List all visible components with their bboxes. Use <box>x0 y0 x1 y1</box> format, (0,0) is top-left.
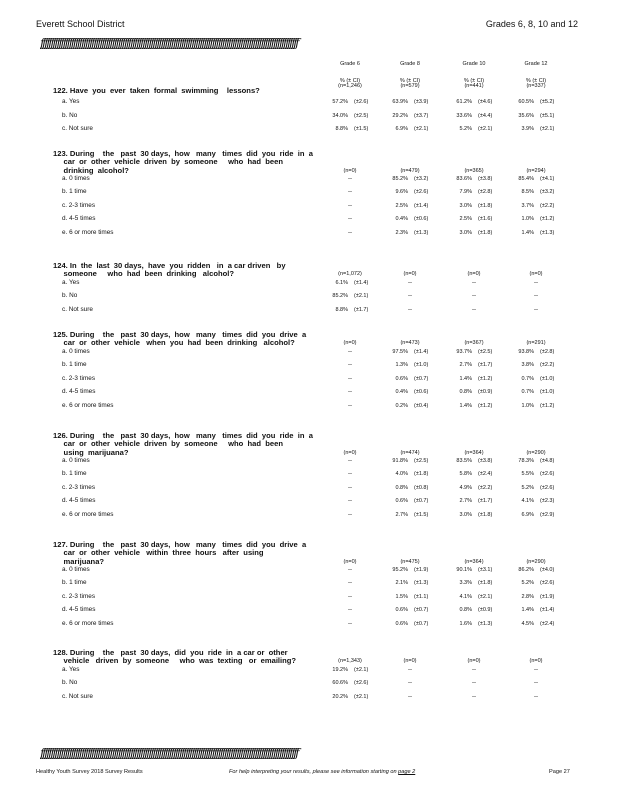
sample-size: (n=0) <box>529 271 543 278</box>
no-data-dash: -- <box>348 348 352 355</box>
column-grade-label: Grade 8 <box>400 61 420 67</box>
footer-help <box>229 769 415 775</box>
sample-size: (n=475) <box>400 558 420 565</box>
confidence-interval: (±1.1) <box>414 593 429 600</box>
footer-page-number: Page 27 <box>549 769 570 775</box>
answer-label: b. 1 time <box>62 361 87 369</box>
column-grade-label: Grade 10 <box>462 61 486 67</box>
percent-value: 1.4% <box>459 402 472 409</box>
confidence-interval: (±2.5) <box>478 348 493 355</box>
no-data-dash: -- <box>534 680 538 687</box>
percent-value: 2.7% <box>395 511 408 518</box>
confidence-interval: (±2.5) <box>354 112 369 119</box>
percent-value: 0.6% <box>395 498 408 505</box>
answer-label: c. Not sure <box>62 125 93 133</box>
percent-value: 83.6% <box>456 175 472 182</box>
percent-value: 4.5% <box>521 620 534 627</box>
confidence-interval: (±3.8) <box>478 175 493 182</box>
answer-label: d. 4-5 times <box>62 606 96 614</box>
sample-size: (n=0) <box>529 658 543 665</box>
confidence-interval: (±1.3) <box>414 229 429 236</box>
column-stat-label: % (± CI) <box>463 78 485 84</box>
confidence-interval: (±3.8) <box>478 457 493 464</box>
percent-value: 3.0% <box>459 229 472 236</box>
sample-size: (n=0) <box>343 558 357 565</box>
no-data-dash: -- <box>408 279 412 286</box>
percent-value: 0.4% <box>395 216 408 223</box>
confidence-interval: (±1.4) <box>540 607 555 614</box>
confidence-interval: (±2.5) <box>414 457 429 464</box>
district-title: Everett School District <box>36 19 125 29</box>
answer-label: a. 0 times <box>62 174 90 182</box>
confidence-interval: (±1.8) <box>478 229 493 236</box>
confidence-interval: (±1.6) <box>478 216 493 223</box>
no-data-dash: -- <box>534 666 538 673</box>
percent-value: 60.6% <box>332 680 348 687</box>
no-data-dash: -- <box>348 216 352 223</box>
sample-size: (n=0) <box>343 167 357 174</box>
no-data-dash: -- <box>348 593 352 600</box>
percent-value: 9.6% <box>395 189 408 196</box>
confidence-interval: (±4.0) <box>540 566 555 573</box>
confidence-interval: (±1.0) <box>414 362 429 369</box>
answer-label: b. No <box>62 292 78 300</box>
confidence-interval: (±1.3) <box>414 580 429 587</box>
percent-value: 85.2% <box>392 175 408 182</box>
sample-size: (n=364) <box>464 449 484 456</box>
percent-value: 0.4% <box>395 389 408 396</box>
no-data-dash: -- <box>534 279 538 286</box>
percent-value: 1.0% <box>521 216 534 223</box>
confidence-interval: (±1.7) <box>478 498 493 505</box>
percent-value: 63.9% <box>392 99 408 106</box>
percent-value: 60.5% <box>518 99 534 106</box>
no-data-dash: -- <box>348 362 352 369</box>
confidence-interval: (±1.3) <box>478 620 493 627</box>
percent-value: 6.1% <box>335 279 348 286</box>
answer-label: d. 4-5 times <box>62 497 96 505</box>
answer-label: c. 2-3 times <box>62 592 96 600</box>
no-data-dash: -- <box>348 498 352 505</box>
percent-value: 2.8% <box>521 593 534 600</box>
percent-value: 0.8% <box>459 607 472 614</box>
confidence-interval: (±0.7) <box>414 620 429 627</box>
confidence-interval: (±0.9) <box>478 607 493 614</box>
no-data-dash: -- <box>472 279 476 286</box>
confidence-interval: (±2.6) <box>414 189 429 196</box>
answer-label: b. No <box>62 111 78 119</box>
percent-value: 0.8% <box>395 484 408 491</box>
percent-value: 90.1% <box>456 566 472 573</box>
confidence-interval: (±2.8) <box>540 348 555 355</box>
answer-label: c. Not sure <box>62 305 93 313</box>
confidence-interval: (±1.5) <box>414 511 429 518</box>
percent-value: 3.7% <box>521 202 534 209</box>
confidence-interval: (±1.2) <box>478 402 493 409</box>
sample-size: (n=291) <box>526 340 546 347</box>
confidence-interval: (±1.8) <box>478 511 493 518</box>
answer-label: c. Not sure <box>62 692 93 700</box>
confidence-interval: (±1.8) <box>414 471 429 478</box>
no-data-dash: -- <box>348 402 352 409</box>
confidence-interval: (±1.8) <box>478 202 493 209</box>
confidence-interval: (±4.6) <box>478 99 493 106</box>
percent-value: 85.2% <box>332 293 348 300</box>
confidence-interval: (±3.2) <box>414 175 429 182</box>
percent-value: 2.3% <box>395 229 408 236</box>
confidence-interval: (±4.1) <box>540 175 555 182</box>
confidence-interval: (±2.1) <box>354 693 369 700</box>
answer-label: e. 6 or more times <box>62 228 114 236</box>
no-data-dash: -- <box>348 375 352 382</box>
confidence-interval: (±4.8) <box>540 457 555 464</box>
percent-value: 2.7% <box>459 362 472 369</box>
percent-value: 4.1% <box>459 593 472 600</box>
no-data-dash: -- <box>348 511 352 518</box>
confidence-interval: (±1.4) <box>354 279 369 286</box>
no-data-dash: -- <box>534 693 538 700</box>
percent-value: 19.2% <box>332 666 348 673</box>
footer-help-text: For help interpreting your results, please see information starting on <box>229 769 399 775</box>
answer-label: a. Yes <box>62 278 80 286</box>
answer-label: c. 2-3 times <box>62 201 96 209</box>
confidence-interval: (±2.6) <box>354 99 369 106</box>
no-data-dash: -- <box>472 293 476 300</box>
no-data-dash: -- <box>348 389 352 396</box>
no-data-dash: -- <box>348 471 352 478</box>
no-data-dash: -- <box>348 566 352 573</box>
no-data-dash: -- <box>348 175 352 182</box>
no-data-dash: -- <box>408 693 412 700</box>
percent-value: 61.2% <box>456 99 472 106</box>
confidence-interval: (±0.6) <box>414 389 429 396</box>
confidence-interval: (±2.6) <box>354 680 369 687</box>
no-data-dash: -- <box>348 620 352 627</box>
no-data-dash: -- <box>472 680 476 687</box>
question-text: 125. During the past 30 days, how many times did you drive a car or other vehicle when you had been drinking alcohol? <box>53 330 307 348</box>
percent-value: 93.7% <box>456 348 472 355</box>
percent-value: 93.8% <box>518 348 534 355</box>
confidence-interval: (±0.4) <box>414 402 429 409</box>
answer-label: e. 6 or more times <box>62 619 114 627</box>
answer-label: a. 0 times <box>62 347 90 355</box>
grades-title: Grades 6, 8, 10 and 12 <box>485 19 578 29</box>
percent-value: 0.2% <box>395 402 408 409</box>
sample-size: (n=0) <box>403 271 417 278</box>
column-grade-label: Grade 6 <box>340 61 360 67</box>
confidence-interval: (±2.2) <box>540 202 555 209</box>
confidence-interval: (±1.2) <box>540 216 555 223</box>
confidence-interval: (±1.0) <box>540 375 555 382</box>
answer-label: d. 4-5 times <box>62 215 96 223</box>
percent-value: 29.2% <box>392 112 408 119</box>
footer-survey-name: Healthy Youth Survey 2018 Survey Results <box>36 769 143 775</box>
confidence-interval: (±0.8) <box>414 484 429 491</box>
confidence-interval: (±1.3) <box>540 229 555 236</box>
percent-value: 2.1% <box>395 580 408 587</box>
percent-value: 1.0% <box>521 402 534 409</box>
percent-value: 4.0% <box>395 471 408 478</box>
sample-size: (n=1,072) <box>338 271 362 278</box>
percent-value: 34.0% <box>332 112 348 119</box>
sample-size: (n=364) <box>464 558 484 565</box>
answer-label: b. 1 time <box>62 188 87 196</box>
percent-value: 0.6% <box>395 620 408 627</box>
answer-label: c. 2-3 times <box>62 483 96 491</box>
sample-size: (n=579) <box>400 83 420 89</box>
percent-value: 6.9% <box>521 511 534 518</box>
confidence-interval: (±1.2) <box>540 402 555 409</box>
percent-value: 33.6% <box>456 112 472 119</box>
confidence-interval: (±2.1) <box>540 126 555 133</box>
no-data-dash: -- <box>348 189 352 196</box>
confidence-interval: (±1.2) <box>478 375 493 382</box>
confidence-interval: (±2.4) <box>478 471 493 478</box>
percent-value: 78.3% <box>518 457 534 464</box>
sample-size: (n=0) <box>343 449 357 456</box>
confidence-interval: (±1.7) <box>354 306 369 313</box>
percent-value: 20.2% <box>332 693 348 700</box>
percent-value: 1.5% <box>395 593 408 600</box>
no-data-dash: -- <box>348 580 352 587</box>
confidence-interval: (±5.1) <box>540 112 555 119</box>
confidence-interval: (±1.8) <box>478 580 493 587</box>
percent-value: 1.4% <box>521 607 534 614</box>
sample-size: (n=290) <box>526 449 546 456</box>
answer-label: d. 4-5 times <box>62 388 96 396</box>
no-data-dash: -- <box>408 680 412 687</box>
percent-value: 1.4% <box>459 375 472 382</box>
no-data-dash: -- <box>408 306 412 313</box>
sample-size: (n=441) <box>464 83 484 89</box>
percent-value: 3.8% <box>521 362 534 369</box>
confidence-interval: (±2.4) <box>540 620 555 627</box>
percent-value: 1.3% <box>395 362 408 369</box>
confidence-interval: (±0.7) <box>414 498 429 505</box>
confidence-interval: (±2.1) <box>354 293 369 300</box>
sample-size: (n=337) <box>526 83 546 89</box>
percent-value: 8.8% <box>335 306 348 313</box>
answer-label: b. 1 time <box>62 579 87 587</box>
confidence-interval: (±4.4) <box>478 112 493 119</box>
confidence-interval: (±0.7) <box>414 607 429 614</box>
confidence-interval: (±2.1) <box>354 666 369 673</box>
confidence-interval: (±1.7) <box>478 362 493 369</box>
no-data-dash: -- <box>348 457 352 464</box>
sample-size: (n=294) <box>526 167 546 174</box>
percent-value: 8.8% <box>335 126 348 133</box>
no-data-dash: -- <box>472 306 476 313</box>
percent-value: 4.9% <box>459 484 472 491</box>
answer-label: b. No <box>62 679 78 687</box>
percent-value: 0.7% <box>521 389 534 396</box>
confidence-interval: (±1.4) <box>414 202 429 209</box>
answer-label: a. Yes <box>62 98 80 106</box>
answer-label: a. Yes <box>62 665 80 673</box>
percent-value: 1.4% <box>521 229 534 236</box>
percent-value: 3.3% <box>459 580 472 587</box>
confidence-interval: (±2.1) <box>478 593 493 600</box>
no-data-dash: -- <box>534 293 538 300</box>
confidence-interval: (±1.5) <box>354 126 369 133</box>
sample-size: (n=367) <box>464 340 484 347</box>
percent-value: 6.9% <box>395 126 408 133</box>
sample-size: (n=0) <box>403 658 417 665</box>
confidence-interval: (±2.6) <box>540 471 555 478</box>
percent-value: 35.6% <box>518 112 534 119</box>
confidence-interval: (±2.3) <box>540 498 555 505</box>
confidence-interval: (±3.9) <box>414 99 429 106</box>
percent-value: 8.5% <box>521 189 534 196</box>
confidence-interval: (±1.0) <box>540 389 555 396</box>
sample-size: (n=1,343) <box>338 658 362 665</box>
confidence-interval: (±2.6) <box>540 484 555 491</box>
confidence-interval: (±0.7) <box>414 375 429 382</box>
no-data-dash: -- <box>472 666 476 673</box>
column-stat-label: % (± CI) <box>399 78 421 84</box>
percent-value: 5.2% <box>521 580 534 587</box>
column-grade-label: Grade 12 <box>524 61 548 67</box>
question-text: 123. During the past 30 days, how many times did you ride in a car or other vehicle driven by someone who had been drinking alcohol? <box>53 149 313 175</box>
percent-value: 0.8% <box>459 389 472 396</box>
confidence-interval: (±2.8) <box>478 189 493 196</box>
confidence-interval: (±3.7) <box>414 112 429 119</box>
answer-label: e. 6 or more times <box>62 401 114 409</box>
percent-value: 91.8% <box>392 457 408 464</box>
answer-label: a. 0 times <box>62 456 90 464</box>
no-data-dash: -- <box>408 293 412 300</box>
column-stat-label: % (± CI) <box>339 78 361 84</box>
percent-value: 5.2% <box>459 126 472 133</box>
no-data-dash: -- <box>408 666 412 673</box>
percent-value: 3.0% <box>459 511 472 518</box>
question-text: 128. During the past 30 days, did you ride in a car or other vehicle driven by someone who was texting or emailing? <box>53 648 297 666</box>
question-text: 122. Have you ever taken formal swimming lessons? <box>53 86 260 95</box>
no-data-dash: -- <box>348 484 352 491</box>
question-text: 127. During the past 30 days, how many times did you drive a car or other vehicle within three hours after using marijuana? <box>53 540 307 566</box>
bottom-rule: ƒƒƒƒƒƒƒƒƒƒƒƒƒƒƒƒƒƒƒƒƒƒƒƒƒƒƒƒƒƒƒƒƒƒƒƒƒƒƒƒƒƒƒƒƒƒƒƒƒƒƒƒƒƒƒƒƒƒƒƒƒƒƒƒƒƒƒƒƒƒƒƒƒƒƒƒƒƒƒƒƒƒƒƒƒƒƒƒƒƒƒƒƒƒƒƒƒƒƒƒƒƒƒƒƒƒƒƒƒƒƒƒƒƒƒƒƒƒƒƒƒƒƒƒƒƒ <box>40 748 298 759</box>
column-stat-label: % (± CI) <box>525 78 547 84</box>
sample-size: (n=473) <box>400 340 420 347</box>
percent-value: 86.2% <box>518 566 534 573</box>
confidence-interval: (±3.2) <box>540 189 555 196</box>
no-data-dash: -- <box>348 202 352 209</box>
confidence-interval: (±0.9) <box>478 389 493 396</box>
percent-value: 3.0% <box>459 202 472 209</box>
sample-size: (n=474) <box>400 449 420 456</box>
percent-value: 1.6% <box>459 620 472 627</box>
sample-size: (n=1,246) <box>338 83 362 89</box>
percent-value: 3.9% <box>521 126 534 133</box>
confidence-interval: (±3.1) <box>478 566 493 573</box>
confidence-interval: (±5.2) <box>540 99 555 106</box>
percent-value: 5.2% <box>521 484 534 491</box>
confidence-interval: (±2.2) <box>540 362 555 369</box>
percent-value: 57.2% <box>332 99 348 106</box>
sample-size: (n=290) <box>526 558 546 565</box>
percent-value: 95.2% <box>392 566 408 573</box>
confidence-interval: (±2.1) <box>414 126 429 133</box>
confidence-interval: (±2.9) <box>540 511 555 518</box>
answer-label: e. 6 or more times <box>62 510 114 518</box>
no-data-dash: -- <box>472 693 476 700</box>
confidence-interval: (±1.4) <box>414 348 429 355</box>
percent-value: 0.7% <box>521 375 534 382</box>
sample-size: (n=479) <box>400 167 420 174</box>
top-rule: ƒƒƒƒƒƒƒƒƒƒƒƒƒƒƒƒƒƒƒƒƒƒƒƒƒƒƒƒƒƒƒƒƒƒƒƒƒƒƒƒƒƒƒƒƒƒƒƒƒƒƒƒƒƒƒƒƒƒƒƒƒƒƒƒƒƒƒƒƒƒƒƒƒƒƒƒƒƒƒƒƒƒƒƒƒƒƒƒƒƒƒƒƒƒƒƒƒƒƒƒƒƒƒƒƒƒƒƒƒƒƒƒƒƒƒƒƒƒƒƒƒƒƒƒƒƒ <box>40 38 298 49</box>
sample-size: (n=0) <box>343 340 357 347</box>
percent-value: 97.5% <box>392 348 408 355</box>
answer-label: a. 0 times <box>62 565 90 573</box>
percent-value: 5.5% <box>521 471 534 478</box>
no-data-dash: -- <box>348 607 352 614</box>
sample-size: (n=0) <box>467 658 481 665</box>
confidence-interval: (±2.2) <box>478 484 493 491</box>
percent-value: 2.7% <box>459 498 472 505</box>
no-data-dash: -- <box>534 306 538 313</box>
percent-value: 4.1% <box>521 498 534 505</box>
answer-label: c. 2-3 times <box>62 374 96 382</box>
confidence-interval: (±2.6) <box>540 580 555 587</box>
footer-page-link[interactable]: page 2 <box>398 769 416 775</box>
percent-value: 7.9% <box>459 189 472 196</box>
percent-value: 2.5% <box>459 216 472 223</box>
percent-value: 5.8% <box>459 471 472 478</box>
percent-value: 83.5% <box>456 457 472 464</box>
confidence-interval: (±2.1) <box>478 126 493 133</box>
sample-size: (n=0) <box>467 271 481 278</box>
confidence-interval: (±0.6) <box>414 216 429 223</box>
no-data-dash: -- <box>348 229 352 236</box>
percent-value: 0.6% <box>395 375 408 382</box>
percent-value: 0.6% <box>395 607 408 614</box>
confidence-interval: (±1.9) <box>414 566 429 573</box>
percent-value: 2.5% <box>395 202 408 209</box>
answer-label: b. 1 time <box>62 470 87 478</box>
percent-value: 85.4% <box>518 175 534 182</box>
question-text: 126. During the past 30 days, how many times did you ride in a car or other vehicle driven by someone who had been using marijuana? <box>53 431 313 457</box>
confidence-interval: (±1.9) <box>540 593 555 600</box>
question-text: 124. In the last 30 days, have you ridden in a car driven by someone who had been drinking alcohol? <box>53 261 286 279</box>
sample-size: (n=365) <box>464 167 484 174</box>
